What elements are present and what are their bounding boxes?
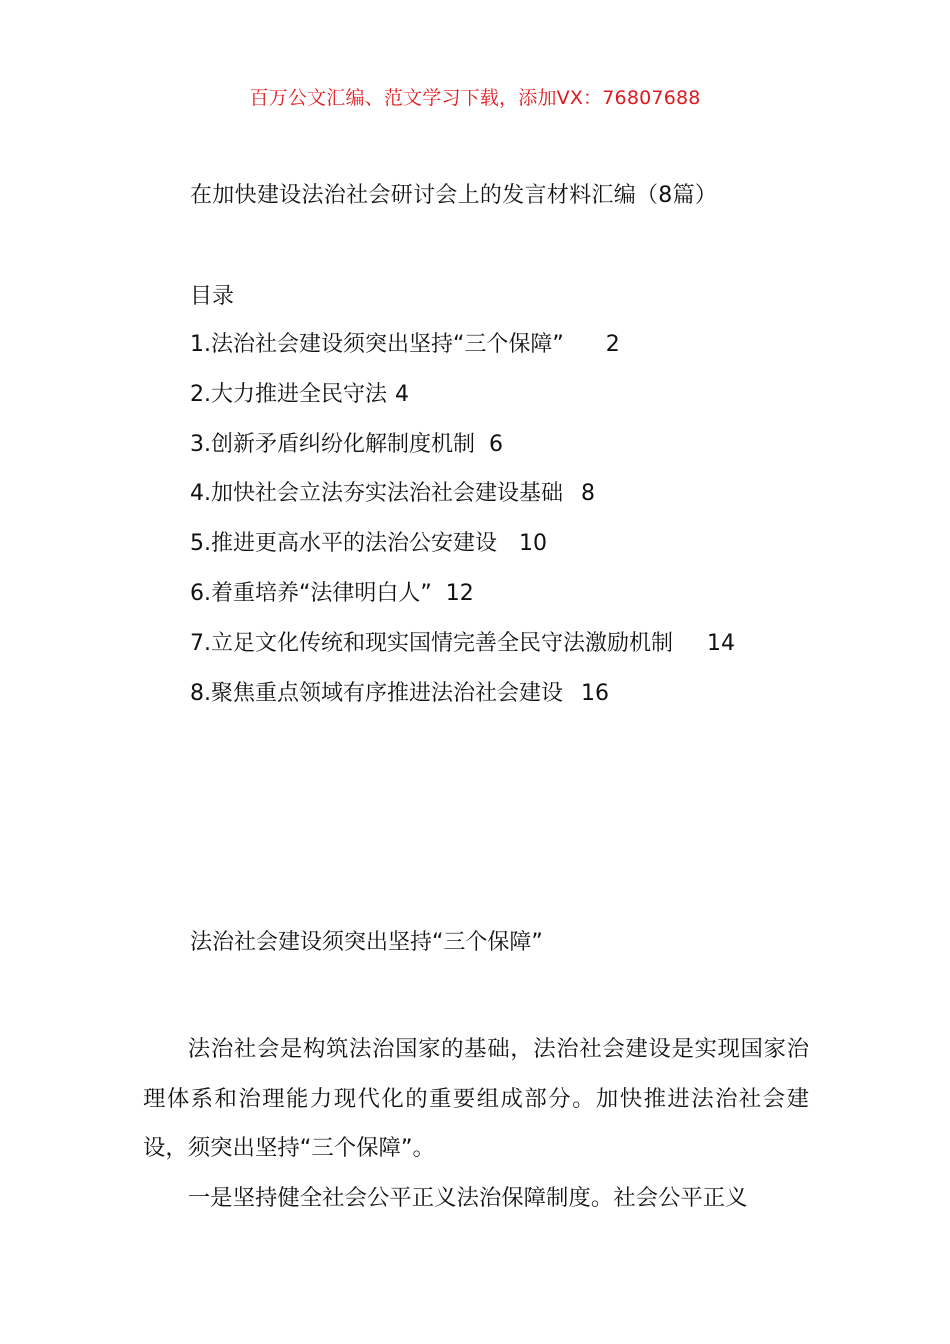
body-paragraph: 一是坚持健全社会公平正义法治保障制度。社会公平正义 <box>187 1184 748 1211</box>
toc-item-label: 2.大力推进全民守法 <box>190 381 387 407</box>
toc-item-label: 3.创新矛盾纠纷化解制度机制 <box>190 431 475 457</box>
toc-item-label: 6.着重培养“法律明白人” <box>190 580 432 606</box>
toc-item[interactable] <box>190 578 735 628</box>
section-heading: 法治社会建设须突出坚持“三个保障” <box>190 930 543 955</box>
toc-item[interactable] <box>190 429 735 479</box>
toc-item[interactable] <box>190 678 735 728</box>
toc-item-page: 14 <box>707 630 735 656</box>
toc-heading: 目录 <box>190 284 235 309</box>
toc-item-page: 12 <box>445 580 474 606</box>
toc-item-page: 2 <box>605 332 620 357</box>
watermark-text: 百万公文汇编、范文学习下载，添加VX：76807688 <box>249 87 701 109</box>
toc-item-label: 8.聚焦重点领域有序推进法治社会建设 <box>190 680 563 706</box>
toc-item-page: 4 <box>395 381 409 407</box>
toc-item[interactable] <box>190 478 735 528</box>
toc-item-page: 10 <box>519 531 547 557</box>
toc-item[interactable] <box>190 628 735 678</box>
toc-item-label: 5.推进更高水平的法治公安建设 <box>190 531 497 557</box>
toc-item-page: 6 <box>489 431 503 457</box>
toc-item-label: 7.立足文化传统和现实国情完善全民守法激励机制 <box>190 630 673 656</box>
table-of-contents <box>190 329 735 727</box>
document-title: 在加快建设法治社会研讨会上的发言材料汇编（8篇） <box>190 183 718 208</box>
toc-item[interactable] <box>190 528 735 578</box>
section-body <box>143 1025 809 1223</box>
toc-item-label: 4.加快社会立法夯实法治社会建设基础 <box>190 481 563 507</box>
toc-item[interactable] <box>190 329 735 379</box>
body-paragraph: 法治社会是构筑法治国家的基础，法治社会建设是实现国家治理体系和治理能力现代化的重要组成部分。加快推进法治社会建设，须突出坚持“三个保障”。 <box>143 1036 809 1161</box>
toc-item[interactable] <box>190 379 735 429</box>
toc-item-label: 1.法治社会建设须突出坚持“三个保障” <box>190 332 564 357</box>
toc-item-page: 8 <box>581 481 595 507</box>
toc-item-page: 16 <box>581 680 609 706</box>
